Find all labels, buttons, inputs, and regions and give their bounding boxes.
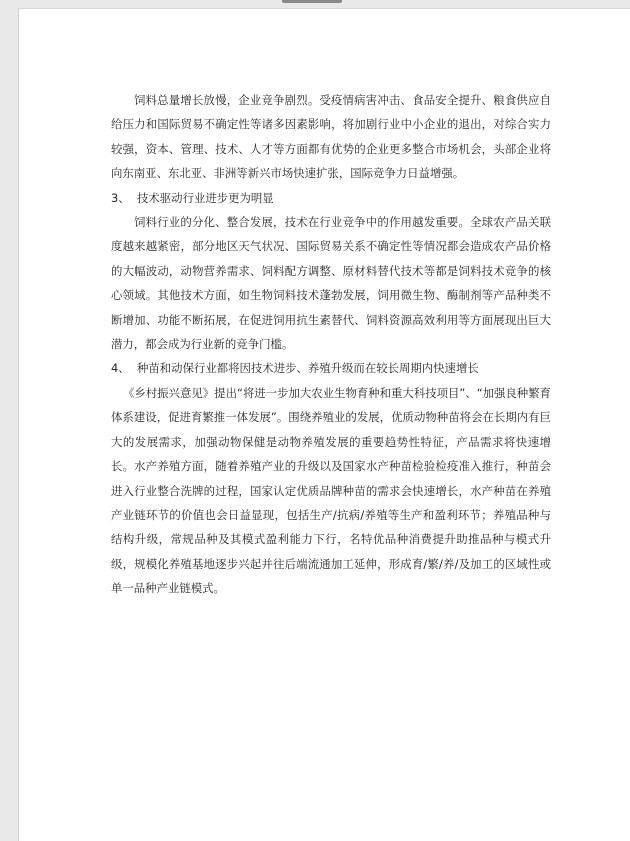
paragraph: 《乡村振兴意见》提出“将进一步加大农业生物育种和重大科技项目”、“加强良种繁育体系建设，促进育繁推一体发展”。围绕养殖业的发展，优质动物种苗将会在长期内有巨大的发展需求，加强动物保健是动物养殖发展的重要趋势性特征，产品需求将快速增长。水产养殖方面，随着养殖产业的升级以及国家水产种苗检验检疫准入推行，种苗会进入行业整合洗牌的过程，国家认定优质品牌种苗的需求会快速增长，水产种苗在养殖产业链环节的价值也会日益显现，包括生产/抗病/养殖等生产和盈利环节；养殖品种与结构升级，常规品种及其模式盈利能力下行，名特优品种消费提升助推品种与模式升级，规模化养殖基地逐步兴起并往后端流通加工延伸，形成育/繁/养/及加工的区域性或单一品种产业链模式。 (111, 385, 551, 596)
paragraph: 饲料行业的分化、整合发展，技术在行业竞争中的作用越发重要。全球农产品关联度越来越紧密，部分地区天气状况、国际贸易关系不确定性等情况都会造成农产品价格的大幅波动，动物营养需求、饲料配方调整、原材料替代技术等都是饲料技术竞争的核心领域。其他技术方面，如生物饲料技术蓬勃发展，饲用微生物、酶制剂等产品种类不断增加、功能不断拓展，在促进饲用抗生素替代、饲料资源高效利用等方面展现出巨大潜力，都会成为行业新的竞争门槛。 (111, 215, 551, 352)
section-heading (111, 356, 551, 380)
viewer-tab-indicator[interactable] (282, 0, 342, 3)
section-number: 4、 (111, 361, 130, 376)
section-title: 技术驱动行业进步更为明显 (137, 190, 274, 205)
section-heading (111, 186, 551, 210)
document-body (111, 88, 551, 601)
document-page (18, 8, 630, 841)
section-number: 3、 (111, 190, 130, 205)
paragraph: 饲料总量增长放慢，企业竞争剧烈。受疫情病害冲击、食品安全提升、粮食供应自给压力和国际贸易不确定性等诸多因素影响，将加剧行业中小企业的退出，对综合实力较强，资本、管理、技术、人才等方面都有优势的企业更多整合市场机会，头部企业将向东南亚、东北亚、非洲等新兴市场快速扩张，国际竞争力日益增强。 (111, 93, 551, 181)
section-title: 种苗和动保行业都将因技术进步、养殖升级而在较长周期内快速增长 (137, 361, 479, 376)
